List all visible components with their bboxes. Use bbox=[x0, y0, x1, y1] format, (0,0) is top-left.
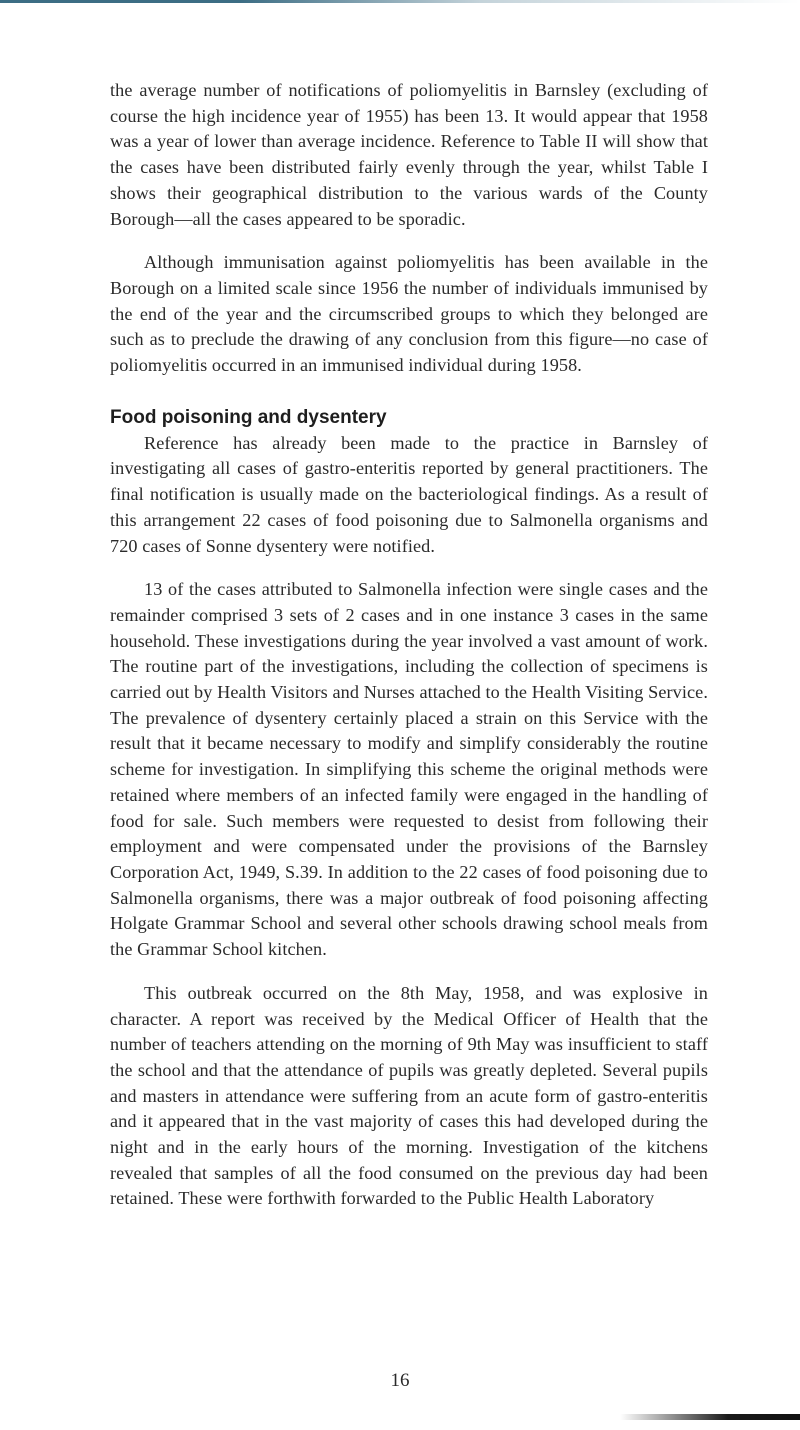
section-heading: Food poisoning and dysentery bbox=[110, 406, 387, 428]
intro-paragraph-1: the average number of notifications of poliomyelitis in Barnsley (excluding of course the high incidence year of 1955) has been 13. It would appear that 1958 was a year of lower than average incidence. Reference to Table II will show that the cases have been distributed fairly evenly through the year, whilst Table I shows their geographical distribution to the various wards of the County Borough—all the cases appeared to be sporadic. bbox=[110, 80, 708, 229]
section-paragraph-3: This outbreak occurred on the 8th May, 1958, and was explosive in character. A report was received by the Medical Officer of Health that the number of teachers attending on the morning of 9th May was insufficient to staff the school and that the attendance of pupils was greatly depleted. Several pupils and masters in attendance were suffering from an acute form of gastro-enteritis and it appeared that in the vast majority of cases this had developed during the night and in the early hours of the morning. Investigation of the kitchens revealed that samples of all the food consumed on the previous day had been retained. These were forthwith forwarded to the Public Health Laboratory bbox=[110, 982, 708, 1209]
intro-paragraph-2: Although immunisation against poliomyelitis has been available in the Borough on a limited scale since 1956 the number of individuals immunised by the end of the year and the circumscribed groups to which they belonged are such as to preclude the drawing of any conclusion from this figure—no case of poliomyelitis occurred in an immunised individual during 1958. bbox=[110, 252, 708, 376]
scan-top-edge bbox=[0, 0, 800, 3]
section-paragraph-1: Reference has already been made to the practice in Barnsley of investigating all cases of gastro-enteritis reported by general practitioners. The final notification is usually made on the bacteriological findings. As a result of this arrangement 22 cases of food poisoning due to Salmonella organisms and 720 cases of Sonne dysentery were notified. bbox=[110, 432, 708, 556]
page-number: 16 bbox=[390, 1370, 410, 1391]
document-page bbox=[110, 78, 708, 1212]
section-paragraph-2: 13 of the cases attributed to Salmonella infection were single cases and the remainder comprised 3 sets of 2 cases and in one instance 3 cases in the same household. These investigations during the year involved a vast amount of work. The routine part of the investigations, including the collection of specimens is carried out by Health Visitors and Nurses attached to the Health Visiting Service. The prevalence of dysentery certainly placed a strain on this Service with the result that it became necessary to modify and simplify considerably the routine scheme for investigation. In simplifying this scheme the original methods were retained where members of an infected family were engaged in the handling of food for sale. Such members were requested to desist from following their employment and were compensated under the provisions of the Barnsley Corporation Act, 1949, S.39. In addition to the 22 cases of food poisoning due to Salmonella organisms, there was a major outbreak of food poisoning affecting Holgate Grammar School and several other schools drawing school meals from the Grammar School kitchen. bbox=[110, 579, 708, 960]
scan-bottom-edge bbox=[620, 1414, 800, 1420]
